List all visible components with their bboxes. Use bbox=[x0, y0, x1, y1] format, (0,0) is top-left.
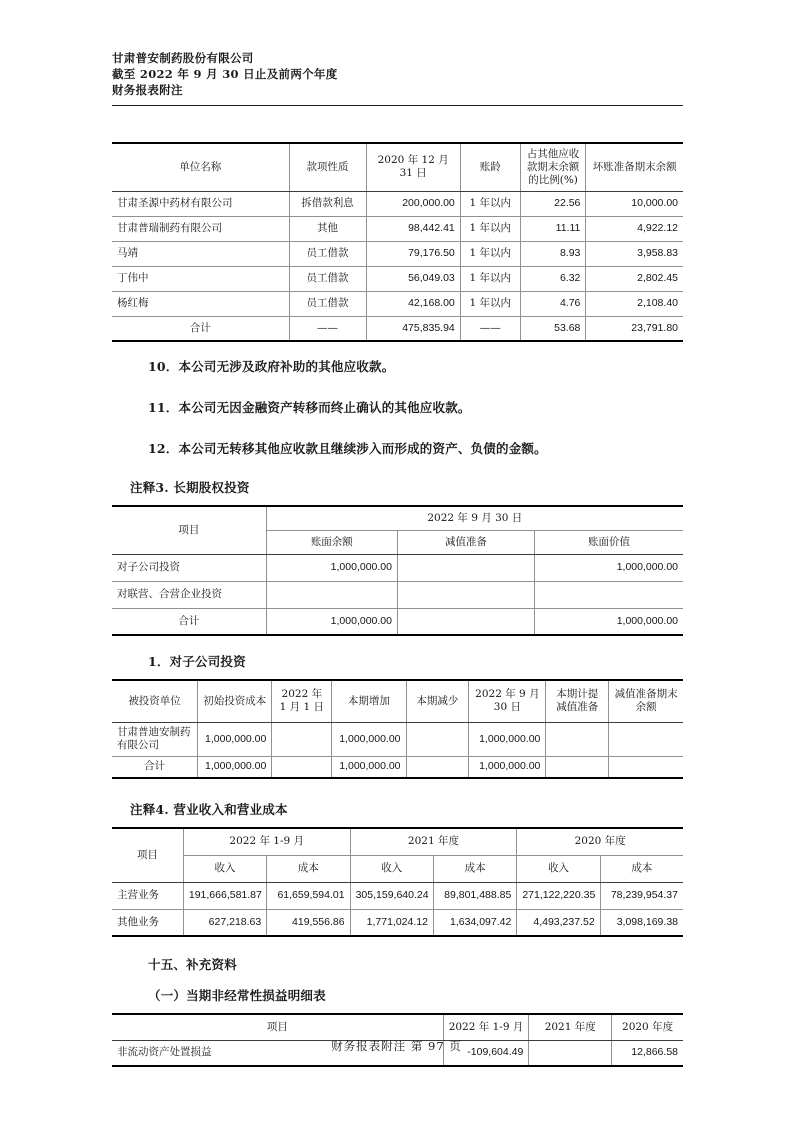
header-cell: 收入 bbox=[350, 855, 433, 882]
cell bbox=[397, 608, 534, 635]
header-cell: 占其他应收款期末余额的比例(%) bbox=[520, 143, 586, 191]
table-row bbox=[112, 291, 683, 316]
cell: 非流动资产处置损益 bbox=[112, 1040, 443, 1066]
cell: 10,000.00 bbox=[586, 191, 683, 216]
cell: 1,000,000.00 bbox=[332, 722, 406, 756]
cell: 主营业务 bbox=[112, 882, 183, 909]
total-row bbox=[112, 756, 683, 778]
report-period: 截至 2022 年 9 月 30 日止及前两个年度 bbox=[112, 67, 338, 81]
cell: 1,771,024.12 bbox=[350, 909, 433, 936]
total-row bbox=[112, 316, 683, 341]
cell: 1,000,000.00 bbox=[332, 756, 406, 778]
note-11: 11．本公司无因金融资产转移而终止确认的其他应收款。 bbox=[148, 400, 471, 415]
cell: 甘肃圣源中药材有限公司 bbox=[112, 191, 289, 216]
table-header-row bbox=[112, 143, 683, 191]
cell: 其他业务 bbox=[112, 909, 183, 936]
note-12: 12．本公司无转移其他应收款且继续涉入而形成的资产、负债的金额。 bbox=[148, 441, 547, 456]
header-cell: 减值准备期末余额 bbox=[609, 680, 683, 722]
table-header-row bbox=[112, 680, 683, 722]
cell: 1,000,000.00 bbox=[535, 608, 683, 635]
header-cell: 项目 bbox=[112, 1014, 443, 1040]
header-cell: 减值准备 bbox=[397, 530, 534, 554]
cell: 79,176.50 bbox=[366, 241, 460, 266]
cell: 475,835.94 bbox=[366, 316, 460, 341]
header-cell: 坏账准备期末余额 bbox=[586, 143, 683, 191]
header-cell: 款项性质 bbox=[289, 143, 366, 191]
table-row bbox=[112, 554, 683, 581]
header-cell: 账面余额 bbox=[266, 530, 397, 554]
cell: 3,098,169.38 bbox=[616, 915, 678, 928]
table-row bbox=[112, 191, 683, 216]
cell: 11.11 bbox=[520, 216, 586, 241]
cell bbox=[272, 722, 332, 756]
header-cell: 收入 bbox=[517, 855, 600, 882]
document-type: 财务报表附注 bbox=[112, 83, 183, 97]
cell: 12,866.58 bbox=[631, 1046, 678, 1059]
header-cell: 单位名称 bbox=[112, 143, 289, 191]
cell: 419,556.86 bbox=[267, 909, 350, 936]
subsidiary-investment-table bbox=[112, 679, 683, 779]
header-cell: 本期计提减值准备 bbox=[546, 680, 609, 722]
header-cell: 成本 bbox=[600, 855, 683, 882]
cell: 合计 bbox=[112, 608, 266, 635]
cell: 对联营、合营企业投资 bbox=[112, 581, 266, 608]
cell: -109,604.49 bbox=[443, 1040, 529, 1066]
table-row bbox=[112, 882, 683, 909]
cell: 拆借款利息 bbox=[289, 191, 366, 216]
cell: 员工借款 bbox=[289, 291, 366, 316]
table-row bbox=[112, 909, 683, 936]
table-row bbox=[112, 241, 683, 266]
header-cell: 2022 年 1 月 1 日 bbox=[272, 680, 332, 722]
cell: 8.93 bbox=[520, 241, 586, 266]
subsection-subsidiary-title: 1．对子公司投资 bbox=[148, 654, 246, 669]
header-cell: 账面价值 bbox=[535, 530, 683, 554]
cell: 1 年以内 bbox=[460, 191, 520, 216]
cell: 98,442.41 bbox=[366, 216, 460, 241]
section-15-title: 十五、补充资料 bbox=[148, 957, 237, 972]
cell: 合计 bbox=[112, 316, 289, 341]
table-header-row bbox=[112, 506, 683, 530]
cell bbox=[266, 581, 397, 608]
header-cell: 2022 年 9 月 30 日 bbox=[266, 506, 683, 530]
cell bbox=[272, 756, 332, 778]
header-cell: 成本 bbox=[433, 855, 516, 882]
section-15-1-title: （一）当期非经常性损益明细表 bbox=[148, 988, 326, 1003]
cell: 对子公司投资 bbox=[112, 554, 266, 581]
header-cell: 本期减少 bbox=[406, 680, 469, 722]
cell: 1 年以内 bbox=[460, 241, 520, 266]
cell: 78,239,954.37 bbox=[600, 882, 683, 909]
cell bbox=[546, 722, 609, 756]
header-cell: 2021 年度 bbox=[529, 1014, 612, 1040]
cell: 89,801,488.85 bbox=[433, 882, 516, 909]
cell: 1 年以内 bbox=[460, 291, 520, 316]
cell: 1,000,000.00 bbox=[266, 608, 397, 635]
table-row bbox=[112, 722, 683, 756]
header-cell: 收入 bbox=[183, 855, 266, 882]
header-cell: 2020 年度 bbox=[612, 1014, 683, 1040]
table-header-row bbox=[112, 1014, 683, 1040]
cell: 61,659,594.01 bbox=[267, 882, 350, 909]
cell: 1 年以内 bbox=[460, 216, 520, 241]
section-note4-title: 注释4. 营业收入和营业成本 bbox=[130, 802, 288, 817]
cell: 4,493,237.52 bbox=[517, 909, 600, 936]
page-footer: 财务报表附注 第 97 页 bbox=[331, 1039, 462, 1053]
page-content bbox=[112, 50, 683, 1067]
cell bbox=[609, 756, 683, 778]
table-row bbox=[112, 216, 683, 241]
table-header-row bbox=[112, 828, 683, 855]
header-cell: 2021 年度 bbox=[350, 828, 517, 855]
cell bbox=[406, 756, 469, 778]
cell: 1,000,000.00 bbox=[266, 554, 397, 581]
cell: 627,218.63 bbox=[183, 909, 266, 936]
header-cell: 被投资单位 bbox=[112, 680, 198, 722]
cell: —— bbox=[460, 316, 520, 341]
cell: 4.76 bbox=[520, 291, 586, 316]
cell: 1,000,000.00 bbox=[198, 756, 272, 778]
cell: 200,000.00 bbox=[366, 191, 460, 216]
note-10: 10．本公司无涉及政府补助的其他应收款。 bbox=[148, 359, 395, 374]
cell: 丁伟中 bbox=[112, 266, 289, 291]
revenue-cost-table bbox=[112, 827, 683, 937]
header-cell: 2022 年 9 月 30 日 bbox=[469, 680, 546, 722]
cell: 员工借款 bbox=[289, 241, 366, 266]
cell bbox=[609, 722, 683, 756]
section-note3-title: 注释3. 长期股权投资 bbox=[130, 480, 250, 495]
cell: 1,000,000.00 bbox=[535, 554, 683, 581]
header-cell: 2022 年 1-9 月 bbox=[443, 1014, 529, 1040]
header-cell: 成本 bbox=[267, 855, 350, 882]
cell bbox=[397, 554, 534, 581]
company-name: 甘肃普安制药股份有限公司 bbox=[112, 51, 254, 65]
header-cell: 2020 年 12 月 31 日 bbox=[366, 143, 460, 191]
cell bbox=[406, 722, 469, 756]
total-row bbox=[112, 608, 683, 635]
cell: 其他 bbox=[289, 216, 366, 241]
cell: 22.56 bbox=[520, 191, 586, 216]
cell: 305,159,640.24 bbox=[350, 882, 433, 909]
cell: 4,922.12 bbox=[586, 216, 683, 241]
document-header bbox=[112, 50, 683, 98]
cell: 56,049.03 bbox=[366, 266, 460, 291]
cell bbox=[397, 581, 534, 608]
cell: 271,122,220.35 bbox=[517, 882, 600, 909]
cell: 1,000,000.00 bbox=[469, 722, 546, 756]
cell: 2,802.45 bbox=[586, 266, 683, 291]
header-cell: 项目 bbox=[112, 828, 183, 882]
cell: 1,634,097.42 bbox=[433, 909, 516, 936]
cell: 甘肃普迪安制药有限公司 bbox=[112, 722, 198, 756]
cell: 3,958.83 bbox=[586, 241, 683, 266]
table-row bbox=[112, 266, 683, 291]
long-term-equity-table bbox=[112, 505, 683, 636]
cell: 2,108.40 bbox=[586, 291, 683, 316]
header-cell: 账龄 bbox=[460, 143, 520, 191]
cell: 1 年以内 bbox=[460, 266, 520, 291]
cell bbox=[546, 756, 609, 778]
cell: 53.68 bbox=[520, 316, 586, 341]
header-cell: 2022 年 1-9 月 bbox=[183, 828, 350, 855]
cell: 甘肃普瑞制药有限公司 bbox=[112, 216, 289, 241]
cell: 23,791.80 bbox=[586, 316, 683, 341]
cell bbox=[535, 581, 683, 608]
header-cell: 本期增加 bbox=[332, 680, 406, 722]
cell: 1,000,000.00 bbox=[198, 722, 272, 756]
header-divider bbox=[112, 105, 683, 106]
table-row bbox=[112, 581, 683, 608]
cell: 马靖 bbox=[112, 241, 289, 266]
header-cell: 项目 bbox=[112, 506, 266, 554]
cell: 杨红梅 bbox=[112, 291, 289, 316]
cell: 员工借款 bbox=[289, 266, 366, 291]
cell: 合计 bbox=[112, 756, 198, 778]
other-receivables-table bbox=[112, 142, 683, 342]
cell: 1,000,000.00 bbox=[469, 756, 546, 778]
cell: 6.32 bbox=[520, 266, 586, 291]
header-cell: 2020 年度 bbox=[517, 828, 683, 855]
cell: 42,168.00 bbox=[366, 291, 460, 316]
header-cell: 初始投资成本 bbox=[198, 680, 272, 722]
cell: 191,666,581.87 bbox=[183, 882, 266, 909]
table-header-row bbox=[112, 855, 683, 882]
cell: —— bbox=[289, 316, 366, 341]
